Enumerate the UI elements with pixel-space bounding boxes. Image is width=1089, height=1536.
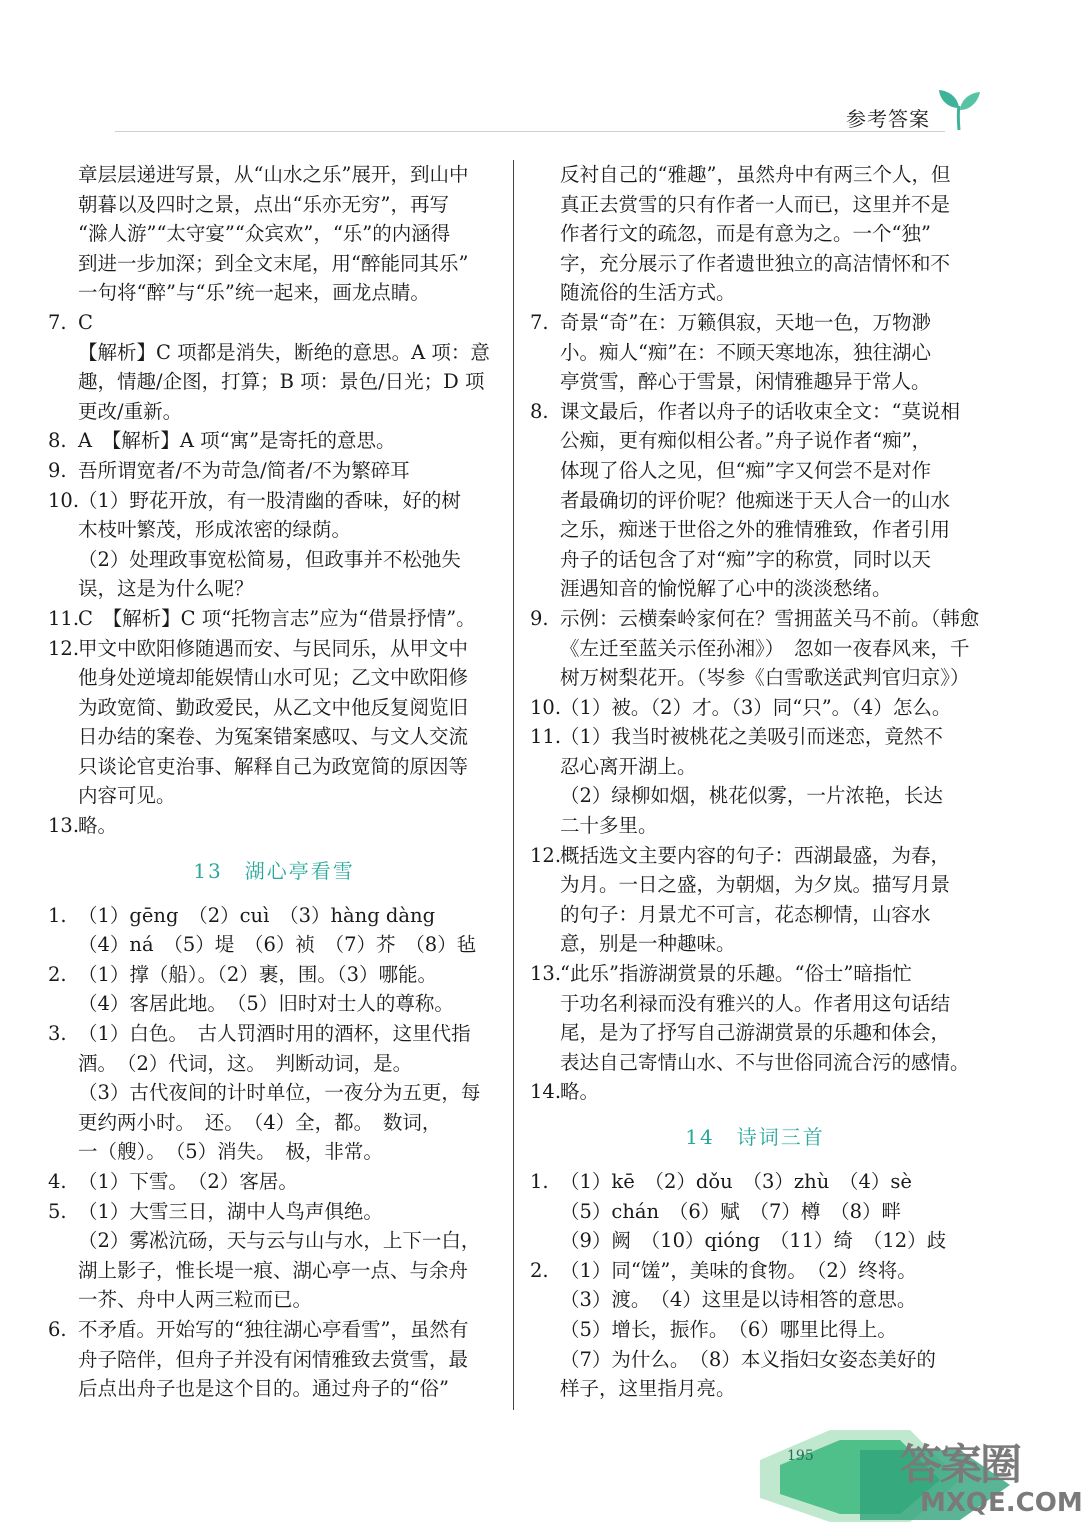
answer-item: [48, 811, 500, 841]
text-line: 树万树梨花开。（岑参《白雪歌送武判官归京》）: [560, 666, 970, 690]
text-line: （1）我当时被桃花之美吸引而迷恋，竟然不: [560, 725, 943, 749]
text-line: 的句子：月景尤不可言，花态柳情，山容水: [560, 902, 931, 926]
text-line: 《左迁至蓝关示侄孙湘》） 忽如一夜春风来，千: [560, 636, 970, 660]
text-line: 字，充分展示了作者遗世独立的高洁情怀和不: [560, 251, 951, 275]
text-line: 不矛盾。开始写的“独往湖心亭看雪”，虽然有: [78, 1317, 469, 1341]
text-line: 为月。一日之盛，为朝烟，为夕岚。描写月景: [560, 873, 951, 897]
answer-number: 10.: [530, 695, 562, 719]
text-line: 之乐，痴迷于世俗之外的雅情雅致，作者引用: [560, 518, 951, 542]
text-line: （1）野花开放，有一股清幽的香味，好的树: [78, 488, 461, 512]
text-line: 一芥、舟中人两三粒而已。: [78, 1288, 313, 1312]
text-line: 朝暮以及四时之景，点出“乐亦无穷”，再写: [78, 192, 449, 216]
text-line: 到进一步加深；到全文末尾，用“醉能同其乐”: [78, 251, 469, 275]
leaf-icon: [934, 84, 984, 134]
answer-item: [530, 1256, 980, 1404]
text-line: （1）kē （2）dǒu （3）zhù （4）sè: [560, 1170, 912, 1193]
text-line: C 【解析】C 项“托物言志”应为“借景抒情”。: [78, 606, 476, 630]
answer-number: 6.: [48, 1317, 67, 1341]
answer-item: [48, 1167, 500, 1197]
text-line: 吾所谓宽者/不为苛急/简者/不为繁碎耳: [78, 458, 410, 482]
answer-number: 11.: [530, 725, 562, 749]
text-line: 表达自己寄情山水、不与世俗同流合污的感情。: [560, 1050, 970, 1074]
text-line: 样子，这里指月亮。: [560, 1377, 736, 1401]
text-line: 章层层递进写景，从“山水之乐”展开，到山中: [78, 163, 469, 186]
text-line: 二十多里。: [560, 814, 658, 838]
text-line: （4）客居此地。 （5）旧时对士人的尊称。: [78, 992, 454, 1016]
answer-item: [530, 604, 980, 693]
text-line: （2）绿柳如烟，桃花似雾，一片浓艳，长达: [560, 784, 943, 808]
answer-item: [530, 397, 980, 604]
text-line: 概括选文主要内容的句子：西湖最盛，为春，: [560, 843, 951, 867]
text-line: 略。: [560, 1080, 600, 1104]
answer-number: 9.: [48, 458, 67, 482]
answer-number: 5.: [48, 1199, 67, 1223]
text-line: （1）同“馐”，美味的食物。 （2）终将。: [560, 1258, 917, 1282]
text-line: 舟子陪伴，但舟子并没有闲情雅致去赏雪，最: [78, 1347, 469, 1371]
text-line: 后点出舟子也是这个目的。通过舟子的“俗”: [78, 1377, 449, 1401]
answer-item: [48, 604, 500, 634]
answer-item: [48, 1315, 500, 1404]
text-line: C: [78, 310, 93, 334]
answer-item: [48, 1197, 500, 1315]
text-line: 忍心离开湖上。: [560, 754, 697, 778]
text-line: 为政宽简、勤政爱民，从乙文中他反复阅览旧: [78, 695, 469, 719]
answer-number: 13.: [48, 814, 80, 838]
text-line: 只谈论官吏治事、解释自己为政宽简的原因等: [78, 754, 469, 778]
text-line: （5）chán （6）赋 （7）樽 （8）畔: [560, 1199, 902, 1223]
text-line: 公痴，更有痴似相公者。”舟子说作者“痴”，: [560, 429, 932, 453]
text-line: 意，别是一种趣味。: [560, 932, 736, 956]
text-line: （1）被。（2）才。（3）同“只”。（4）怎么。: [560, 695, 952, 719]
text-line: 亭赏雪，醉心于雪景，闲情雅趣异于常人。: [560, 370, 931, 394]
answer-number: 4.: [48, 1170, 67, 1193]
text-line: 一句将“醉”与“乐”统一起来，画龙点睛。: [78, 281, 430, 305]
answer-item: [48, 486, 500, 604]
answer-number: 7.: [48, 310, 67, 334]
answer-item: [48, 1019, 500, 1167]
answer-item: [530, 1077, 980, 1107]
answer-text: [48, 160, 500, 308]
page-number: 195: [787, 1448, 814, 1464]
text-line: 一（艘）。 （5）消失。 极，非常。: [78, 1140, 383, 1164]
answer-item: [48, 426, 500, 456]
header-title: 参考答案: [846, 107, 930, 131]
text-line: 随流俗的生活方式。: [560, 281, 736, 305]
answer-number: 1.: [48, 903, 67, 927]
text-line: （5）增长，振作。 （6）哪里比得上。: [560, 1317, 897, 1341]
text-line: 酒。 （2）代词，这。 判断动词，是。: [78, 1051, 413, 1075]
text-line: 日办结的案卷、为冤案错案感叹、与文人交流: [78, 725, 469, 749]
answer-number: 9.: [530, 606, 549, 630]
text-line: （1）白色。 古人罚酒时用的酒杯，这里代指: [78, 1022, 471, 1046]
answer-number: 1.: [530, 1170, 549, 1193]
text-line: （1）gēng （2）cuì （3）hàng dàng: [78, 903, 436, 927]
section-title: 13 湖心亭看雪: [193, 858, 355, 883]
text-line: A 【解析】A 项“寓”是寄托的意思。: [78, 429, 396, 453]
text-line: 反衬自己的“雅趣”，虽然舟中有两三个人，但: [560, 163, 951, 186]
left-column: [48, 160, 500, 1404]
answer-item: [48, 901, 500, 960]
text-line: 他身处逆境却能娱情山水可见；乙文中欧阳修: [78, 666, 469, 690]
watermark-text: 答案圈: [900, 1440, 1021, 1489]
text-line: 舟子的话包含了对“痴”字的称赏，同时以天: [560, 547, 931, 571]
answer-item: [530, 959, 980, 1077]
answer-item: [48, 634, 500, 812]
section-title: 14 诗词三首: [685, 1125, 825, 1149]
text-line: 作者行文的疏忽，而是有意为之。一个“独”: [560, 222, 931, 246]
answer-item: [530, 693, 980, 723]
text-line: 【解析】C 项都是消失，断绝的意思。A 项：意: [78, 340, 490, 364]
text-line: “滁人游”“太守宴”“众宾欢”，“乐”的内涵得: [78, 222, 451, 246]
answer-number: 14.: [530, 1080, 562, 1104]
answer-number: 8.: [48, 429, 67, 453]
text-line: （2）处理政事宽松简易，但政事并不松弛失: [78, 547, 461, 571]
text-line: （2）雾凇沆砀，天与云与山与水，上下一白，: [78, 1229, 481, 1253]
text-line: 小。痴人“痴”在：不顾天寒地冻，独往湖心: [560, 340, 931, 364]
text-line: 湖上影子，惟长堤一痕、湖心亭一点、与余舟: [78, 1258, 469, 1282]
text-line: 真正去赏雪的只有作者一人而已，这里并不是: [560, 192, 951, 216]
answer-number: 3.: [48, 1022, 67, 1046]
text-line: （3）渡。 （4）这里是以诗相答的意思。: [560, 1288, 917, 1312]
text-line: 体现了俗人之见，但“痴”字又何尝不是对作: [560, 458, 931, 482]
answer-item: [530, 308, 980, 397]
answer-number: 8.: [530, 399, 549, 423]
column-divider: [513, 160, 514, 1410]
text-line: （1）下雪。 （2）客居。: [78, 1170, 298, 1193]
text-line: 奇景“奇”在：万籁俱寂，天地一色，万物渺: [560, 310, 931, 334]
answer-item: [530, 841, 980, 959]
answer-item: [48, 960, 500, 1019]
header-rule: [115, 131, 945, 132]
answer-item: [48, 456, 500, 486]
answer-item: [530, 1167, 980, 1256]
answer-number: 13.: [530, 962, 562, 986]
answer-text: [530, 160, 980, 308]
text-line: （3）古代夜间的计时单位，一夜分为五更，每: [78, 1081, 481, 1105]
answer-item: [530, 722, 980, 840]
answer-text: [48, 338, 500, 427]
answer-number: 11.: [48, 606, 80, 630]
text-line: 误，这是为什么呢？: [78, 577, 254, 601]
text-line: 略。: [78, 814, 118, 838]
watermark-url: MXQE.COM: [920, 1488, 1083, 1518]
text-line: （1）撑（船）。（2）裹，围。（3）哪能。: [78, 962, 437, 986]
text-line: 更约两小时。 还。 （4）全，都。 数词，: [78, 1110, 442, 1134]
text-line: 课文最后，作者以舟子的话收束全文：“莫说相: [560, 399, 960, 423]
text-line: 趣，情趣/企图，打算；B 项：景色/日光；D 项: [78, 370, 485, 394]
answer-number: 12.: [530, 843, 562, 867]
text-line: 更改/重新。: [78, 399, 183, 423]
text-line: 内容可见。: [78, 784, 176, 808]
text-line: 甲文中欧阳修随遇而安、与民同乐，从甲文中: [78, 636, 469, 660]
answer-number: 12.: [48, 636, 80, 660]
page-header: [0, 0, 1089, 140]
answer-number: 7.: [530, 310, 549, 334]
answer-number: 2.: [48, 962, 67, 986]
answer-number: 2.: [530, 1258, 549, 1282]
answer-item: [48, 308, 500, 338]
text-line: 涯遇知音的愉悦解了心中的淡淡愁绪。: [560, 577, 892, 601]
text-line: （7）为什么。 （8）本义指妇女姿态美好的: [560, 1347, 936, 1371]
text-line: 者最确切的评价呢？他痴迷于天人合一的山水: [560, 488, 951, 512]
answer-number: 10.: [48, 488, 80, 512]
text-line: （9）阙 （10）qióng （11）绮 （12）歧: [560, 1229, 947, 1253]
text-line: 于功名利禄而没有雅兴的人。作者用这句话结: [560, 991, 951, 1015]
text-line: 示例：云横秦岭家何在？雪拥蓝关马不前。（韩愈: [560, 606, 980, 630]
text-line: （4）ná （5）堤 （6）祯 （7）芥 （8）毡: [78, 933, 477, 957]
right-column: [530, 160, 980, 1404]
text-line: “此乐”指游湖赏景的乐趣。“俗士”暗指忙: [560, 962, 912, 986]
text-line: 尾，是为了抒写自己游湖赏景的乐趣和体会，: [560, 1021, 951, 1045]
text-line: 木枝叶繁茂，形成浓密的绿荫。: [78, 518, 352, 542]
text-line: （1）大雪三日，湖中人鸟声俱绝。: [78, 1199, 383, 1223]
